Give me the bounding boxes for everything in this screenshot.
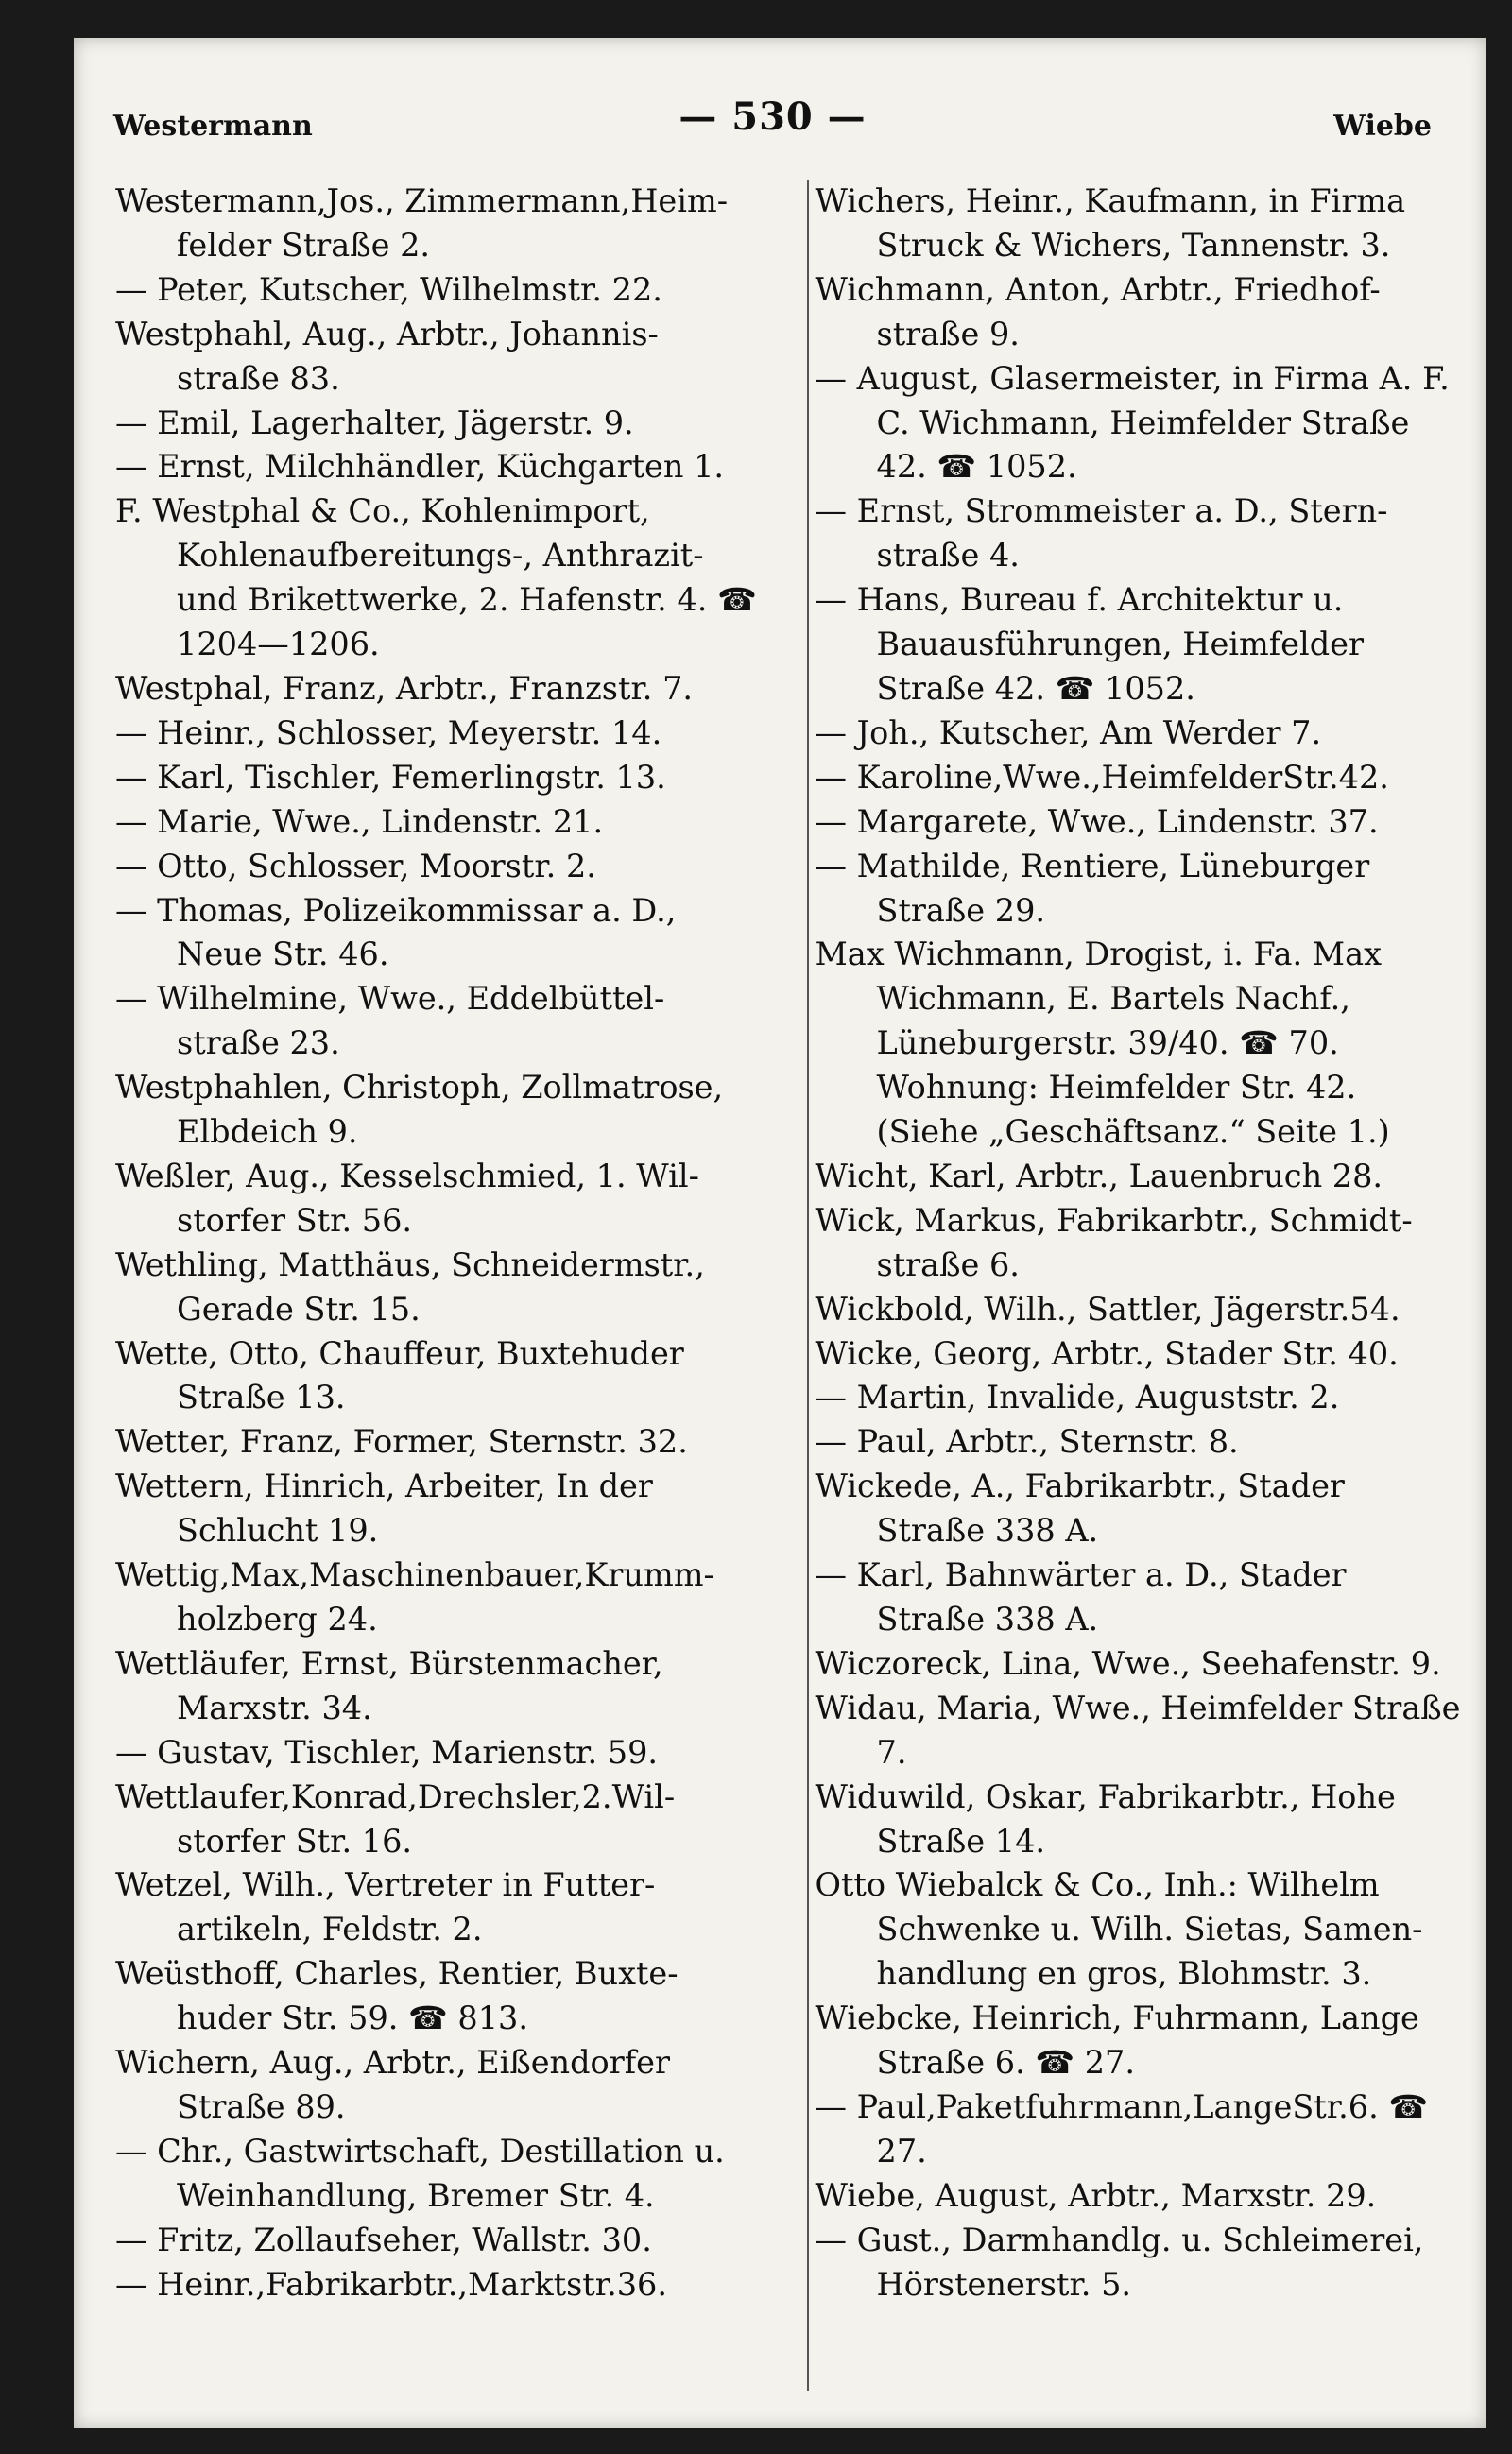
directory-entry: — Paul, Arbtr., Sternstr. 8. <box>815 1423 1239 1461</box>
directory-entry: F. Westphal & Co., Kohlenimport, Kohlenaufbereitungs-, Anthrazit- und Brikettwerke, 2. Hafenstr. 4. ☎ 1204—1206. <box>115 492 757 663</box>
directory-entry: Wethling, Matthäus, Schneidermstr., Gerade Str. 15. <box>115 1245 705 1328</box>
directory-entry: Westphahlen, Christoph, Zollmatrose, Elbdeich 9. <box>115 1069 724 1151</box>
directory-entry: Weüsthoff, Charles, Rentier, Buxte- huder Str. 59. ☎ 813. <box>115 1955 679 2037</box>
directory-entry: — August, Glasermeister, in Firma A. F. C. Wichmann, Heimfelder Straße 42. ☎ 1052. <box>815 359 1450 486</box>
directory-entry: Wettlaufer,Konrad,Drechsler,2.Wil- storfer Str. 16. <box>115 1777 676 1860</box>
directory-entry: Wettig,Max,Maschinenbauer,Krumm- holzberg 24. <box>115 1556 714 1638</box>
directory-entry: Widuwild, Oskar, Fabrikarbtr., Hohe Straße 14. <box>815 1777 1396 1860</box>
directory-entry: Wette, Otto, Chauffeur, Buxtehuder Straße 13. <box>115 1334 684 1416</box>
directory-entry: — Chr., Gastwirtschaft, Destillation u. Weinhandlung, Bremer Str. 4. <box>115 2132 725 2214</box>
directory-entry: Wick, Markus, Fabrikarbtr., Schmidt- straße 6. <box>815 1201 1413 1283</box>
directory-entry: Wichern, Aug., Arbtr., Eißendorfer Straße 89. <box>115 2044 670 2125</box>
directory-entry: Wickbold, Wilh., Sattler, Jägerstr.54. <box>815 1290 1400 1328</box>
directory-entry: Wiczoreck, Lina, Wwe., Seehafenstr. 9. <box>815 1644 1441 1682</box>
right-column <box>807 180 1463 2391</box>
directory-entry: — Joh., Kutscher, Am Werder 7. <box>815 713 1322 751</box>
directory-entry: — Emil, Lagerhalter, Jägerstr. 9. <box>115 403 634 441</box>
directory-entry: — Gustav, Tischler, Marienstr. 59. <box>115 1733 659 1771</box>
directory-entry: — Thomas, Polizeikommissar a. D., Neue Str. 46. <box>115 891 677 973</box>
directory-entry: — Hans, Bureau f. Architektur u. Bauausführungen, Heimfelder Straße 42. ☎ 1052. <box>815 581 1365 707</box>
header-right-catchword: Wiebe <box>1333 110 1432 143</box>
directory-entry: Max Wichmann, Drogist, i. Fa. Max Wichmann, E. Bartels Nachf., Lüneburgerstr. 39/40. ☎ 70. Wohnung: Heimfelder Str. 42. (Siehe „Geschäftsanz.“ Seite 1.) <box>815 935 1390 1151</box>
directory-entry: Wicke, Georg, Arbtr., Stader Str. 40. <box>815 1334 1399 1372</box>
directory-columns <box>115 180 1462 2391</box>
directory-entry: Wickede, A., Fabrikarbtr., Stader Straße 338 A. <box>815 1467 1345 1550</box>
directory-entry: Wettläufer, Ernst, Bürstenmacher, Marxstr. 34. <box>115 1644 663 1726</box>
directory-entry: — Karl, Tischler, Femerlingstr. 13. <box>115 758 666 796</box>
directory-entry: — Karl, Bahnwärter a. D., Stader Straße 338 A. <box>815 1556 1347 1638</box>
directory-entry: Wiebcke, Heinrich, Fuhrmann, Lange Straße 6. ☎ 27. <box>815 1999 1419 2082</box>
directory-entry: — Martin, Invalide, Auguststr. 2. <box>815 1379 1340 1416</box>
directory-entry: Wiebe, August, Arbtr., Marxstr. 29. <box>815 2176 1377 2214</box>
left-column <box>115 180 769 2391</box>
directory-entry: — Wilhelmine, Wwe., Eddelbüttel- straße 23. <box>115 980 665 1062</box>
directory-entry: Westphahl, Aug., Arbtr., Johannis- straße 83. <box>115 315 659 397</box>
directory-entry: — Marie, Wwe., Lindenstr. 21. <box>115 802 604 840</box>
directory-entry: — Margarete, Wwe., Lindenstr. 37. <box>815 802 1379 840</box>
directory-entry: Westphal, Franz, Arbtr., Franzstr. 7. <box>115 669 694 707</box>
directory-entry: — Mathilde, Rentiere, Lüneburger Straße 29. <box>815 847 1370 929</box>
page-number: — 530 — <box>679 94 867 139</box>
directory-entry: Wicht, Karl, Arbtr., Lauenbruch 28. <box>815 1157 1383 1194</box>
directory-entry: Widau, Maria, Wwe., Heimfelder Straße 7. <box>815 1689 1461 1771</box>
directory-entry: — Ernst, Strommeister a. D., Stern- straße 4. <box>815 492 1388 575</box>
directory-entry: Wettern, Hinrich, Arbeiter, In der Schlucht 19. <box>115 1467 653 1550</box>
directory-entry: Wetter, Franz, Former, Sternstr. 32. <box>115 1423 688 1461</box>
directory-entry: — Otto, Schlosser, Moorstr. 2. <box>115 847 596 884</box>
page-header <box>113 94 1432 151</box>
directory-entry: — Fritz, Zollaufseher, Wallstr. 30. <box>115 2221 652 2258</box>
directory-entry: — Ernst, Milchhändler, Küchgarten 1. <box>115 448 725 486</box>
directory-entry: Westermann,Jos., Zimmermann,Heim- felder Straße 2. <box>115 182 729 264</box>
directory-entry: — Peter, Kutscher, Wilhelmstr. 22. <box>115 270 662 308</box>
directory-entry: Wetzel, Wilh., Vertreter in Futter- artikeln, Feldstr. 2. <box>115 1866 656 1948</box>
directory-entry: — Gust., Darmhandlg. u. Schleimerei, Hörstenerstr. 5. <box>815 2221 1424 2303</box>
directory-entry: Otto Wiebalck & Co., Inh.: Wilhelm Schwenke u. Wilh. Sietas, Samen- handlung en gros, Blohmstr. 3. <box>815 1866 1423 1993</box>
directory-entry: Wichers, Heinr., Kaufmann, in Firma Struck & Wichers, Tannenstr. 3. <box>815 182 1406 264</box>
directory-entry: Wichmann, Anton, Arbtr., Friedhof- straße 9. <box>815 270 1381 352</box>
directory-entry: — Heinr.,Fabrikarbtr.,Marktstr.36. <box>115 2265 668 2303</box>
directory-entry: — Heinr., Schlosser, Meyerstr. 14. <box>115 713 662 751</box>
directory-entry: — Paul,Paketfuhrmann,LangeStr.6. ☎ 27. <box>815 2087 1429 2170</box>
directory-entry: Weßler, Aug., Kesselschmied, 1. Wil- storfer Str. 56. <box>115 1157 699 1239</box>
header-left-catchword: Westermann <box>113 110 313 143</box>
directory-entry: — Karoline,Wwe.,HeimfelderStr.42. <box>815 758 1389 796</box>
